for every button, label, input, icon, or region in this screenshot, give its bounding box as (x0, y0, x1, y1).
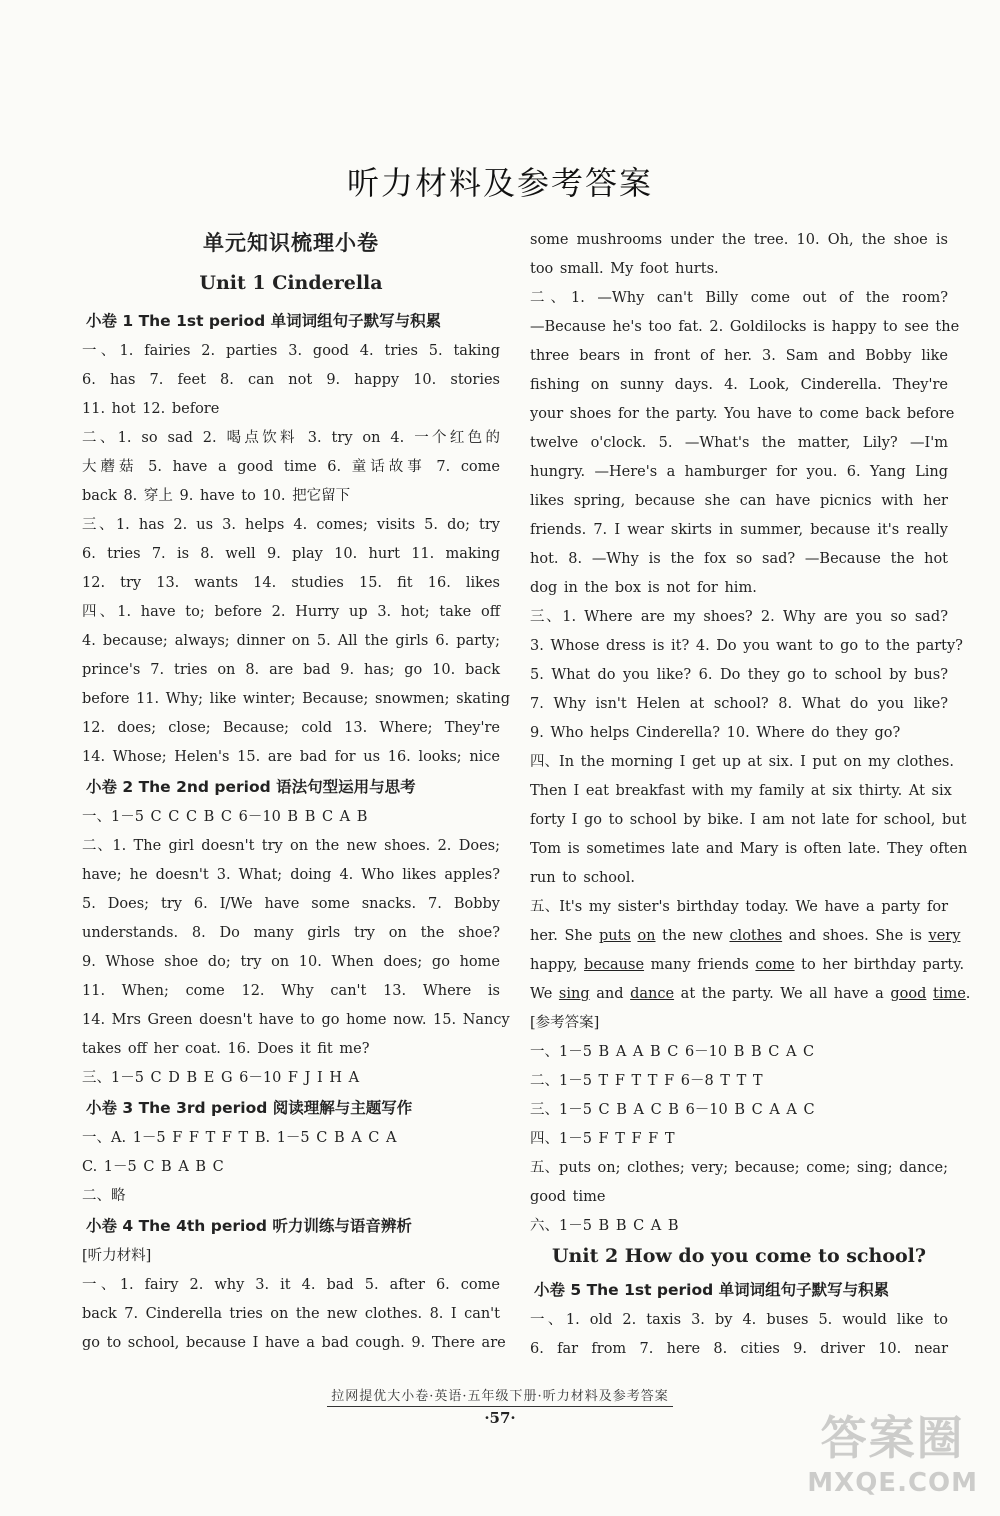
period3-answers (82, 1124, 500, 1211)
section-title: 单元知识梳理小卷 (203, 231, 379, 255)
reference-answers (530, 1038, 948, 1241)
page-title: 听力材料及参考答案 (346, 164, 653, 202)
answer-line: 四、1－5 F T F F T (530, 1131, 675, 1147)
script-line: 二、1. —Why can't Billy come out of the room? (530, 290, 948, 306)
answer-line: go to school, because I have a bad cough. 9. There are (82, 1335, 506, 1351)
listening-script-continued (530, 226, 971, 1009)
period3-title: 小卷 3 The 3rd period 阅读理解与主题写作 (86, 1099, 413, 1117)
script-line: 3. Whose dress is it? 4. Do you want to go to the party? (530, 638, 963, 654)
script-line: fishing on sunny days. 4. Look, Cinderella. They're (530, 377, 948, 393)
answer-line: 14. Mrs Green doesn't have to go home now. 15. Nancy (82, 1012, 510, 1028)
unit1-title: Unit 1 Cinderella (199, 272, 383, 294)
right-column (530, 226, 971, 1364)
script-line: 三、1. Where are my shoes? 2. Why are you so sad? (530, 609, 948, 625)
script-line: likes spring, because she can have picnics with her (530, 493, 948, 509)
period2-title: 小卷 2 The 2nd period 语法句型运用与思考 (86, 778, 416, 796)
answer-line: 二、1. The girl doesn't try on the new shoes. 2. Does; (82, 838, 500, 854)
answer-line: 二、1－5 T F T T F 6－8 T T T (530, 1073, 763, 1089)
period4-title: 小卷 4 The 4th period 听力训练与语音辨析 (86, 1217, 412, 1235)
script-line: three bears in front of her. 3. Sam and Bobby like (530, 348, 948, 364)
answer-line: back 8. 穿上 9. have to 10. 把它留下 (82, 488, 351, 504)
answer-line: 一、1－5 B A A B C 6－10 B B C A C (530, 1044, 815, 1060)
answer-line: before 11. Why; like winter; Because; snowmen; skating (82, 691, 511, 707)
script-line: Tom is sometimes late and Mary is often late. They often (530, 841, 968, 857)
answer-line: takes off her coat. 16. Does it fit me? (82, 1041, 370, 1057)
watermark-logo-text: 答案圈 (820, 1411, 965, 1465)
series-title: 拉网提优大小卷·英语·五年级下册·听力材料及参考答案 (327, 1385, 672, 1407)
script-line: some mushrooms under the tree. 10. Oh, the shoe is (530, 232, 948, 248)
script-line: hungry. —Here's a hamburger for you. 6. Yang Ling (530, 464, 948, 480)
period5-answers (530, 1306, 948, 1364)
answer-line: 14. Whose; Helen's 15. are bad for us 16. looks; nice (82, 749, 500, 765)
script-line: dog in the box is not for him. (530, 580, 757, 596)
passage-line: her. She puts on the new clothes and shoes. She is very (530, 928, 961, 944)
page-number: ·57· (484, 1409, 516, 1427)
script-line: friends. 7. I wear skirts in summer, because it's really (530, 522, 948, 538)
watermark-url: MXQE.COM (807, 1468, 978, 1498)
answer-line: 大蘑菇 5. have a good time 6. 童话故事 7. come (82, 459, 500, 475)
script-line: Then I eat breakfast with my family at six thirty. At six (530, 783, 952, 799)
script-line: twelve o'clock. 5. —What's the matter, Lily? —I'm (530, 435, 948, 451)
answer-line: 6. far from 7. here 8. cities 9. driver 10. near (530, 1341, 948, 1357)
script-line: 7. Why isn't Helen at school? 8. What do you like? (530, 696, 948, 712)
answer-line: 六、1－5 B B C A B (530, 1218, 679, 1234)
answer-line: prince's 7. tries on 8. are bad 9. has; go 10. back (82, 662, 500, 678)
answer-line: 二、略 (82, 1188, 126, 1204)
answer-line: have; he doesn't 3. What; doing 4. Who likes apples? (82, 867, 500, 883)
answer-line: 四、1. have to; before 2. Hurry up 3. hot; take off (82, 604, 500, 620)
answer-line: back 7. Cinderella tries on the new clothes. 8. I can't (82, 1306, 500, 1322)
answer-line: 12. does; close; Because; cold 13. Where; They're (82, 720, 500, 736)
answer-line: 一、1－5 C C C B C 6－10 B B C A B (82, 809, 368, 825)
passage-line: We sing and dance at the party. We all have a good time. (530, 986, 971, 1002)
answer-line: 一、1. fairy 2. why 3. it 4. bad 5. after 6. come (82, 1277, 500, 1293)
period1-title: 小卷 1 The 1st period 单词词组句子默写与积累 (86, 312, 442, 330)
answer-line: 6. has 7. feet 8. can not 9. happy 10. stories (82, 372, 500, 388)
reference-answers-label: [参考答案] (530, 1015, 600, 1031)
answer-line: 一、1. old 2. taxis 3. by 4. buses 5. would like to (530, 1312, 948, 1328)
script-line: your shoes for the party. You have to come back before (530, 406, 955, 422)
script-line: too small. My foot hurts. (530, 261, 719, 277)
script-line: hot. 8. —Why is the fox so sad? —Because the hot (530, 551, 948, 567)
answer-line: understands. 8. Do many girls try on the shoe? (82, 925, 500, 941)
answer-line: 三、1－5 C B A C B 6－10 B C A A C (530, 1102, 815, 1118)
period4-answers (82, 1271, 506, 1358)
script-line: —Because he's too fat. 2. Goldilocks is happy to see the (530, 319, 960, 335)
answer-line: C. 1－5 C B A B C (82, 1159, 224, 1175)
answer-line: 五、puts on; clothes; very; because; come; sing; dance; (530, 1160, 948, 1176)
answer-line: 三、1. has 2. us 3. helps 4. comes; visits 5. do; try (82, 517, 500, 533)
period1-answers (82, 337, 511, 772)
answer-line: 二、1. so sad 2. 喝点饮料 3. try on 4. 一个红色的 (82, 430, 500, 446)
period2-answers (82, 803, 510, 1093)
watermark-logo (807, 1402, 978, 1498)
script-line: forty I go to school by bike. I am not late for school, but (530, 812, 967, 828)
listening-material-label: [听力材料] (82, 1248, 152, 1264)
answer-line: 一、A. 1－5 F F T F T B. 1－5 C B A C A (82, 1130, 397, 1146)
script-line: 5. What do you like? 6. Do they go to school by bus? (530, 667, 948, 683)
answer-line: 4. because; always; dinner on 5. All the girls 6. party; (82, 633, 500, 649)
passage-line: happy, because many friends come to her birthday party. (530, 957, 965, 973)
answer-line: 9. Whose shoe do; try on 10. When does; go home (82, 954, 500, 970)
left-column (82, 226, 511, 1358)
answer-line: good time (530, 1189, 606, 1205)
script-line: 9. Who helps Cinderella? 10. Where do they go? (530, 725, 901, 741)
answer-line: 11. When; come 12. Why can't 13. Where is (82, 983, 500, 999)
script-line: 四、In the morning I get up at six. I put on my clothes. (530, 754, 954, 770)
unit2-title: Unit 2 How do you come to school? (551, 1245, 927, 1267)
answer-line: 一、1. fairies 2. parties 3. good 4. tries 5. taking (82, 343, 500, 359)
answer-line: 6. tries 7. is 8. well 9. play 10. hurt 11. making (82, 546, 500, 562)
answer-line: 三、1－5 C D B E G 6－10 F J I H A (82, 1070, 360, 1086)
script-line: run to school. (530, 870, 635, 886)
period5-title: 小卷 5 The 1st period 单词词组句子默写与积累 (534, 1281, 890, 1299)
answer-line: 12. try 13. wants 14. studies 15. fit 16. likes (82, 575, 500, 591)
passage-line: 五、It's my sister's birthday today. We have a party for (530, 899, 948, 915)
answer-line: 11. hot 12. before (82, 401, 220, 417)
answer-line: 5. Does; try 6. I/We have some snacks. 7. Bobby (82, 896, 500, 912)
